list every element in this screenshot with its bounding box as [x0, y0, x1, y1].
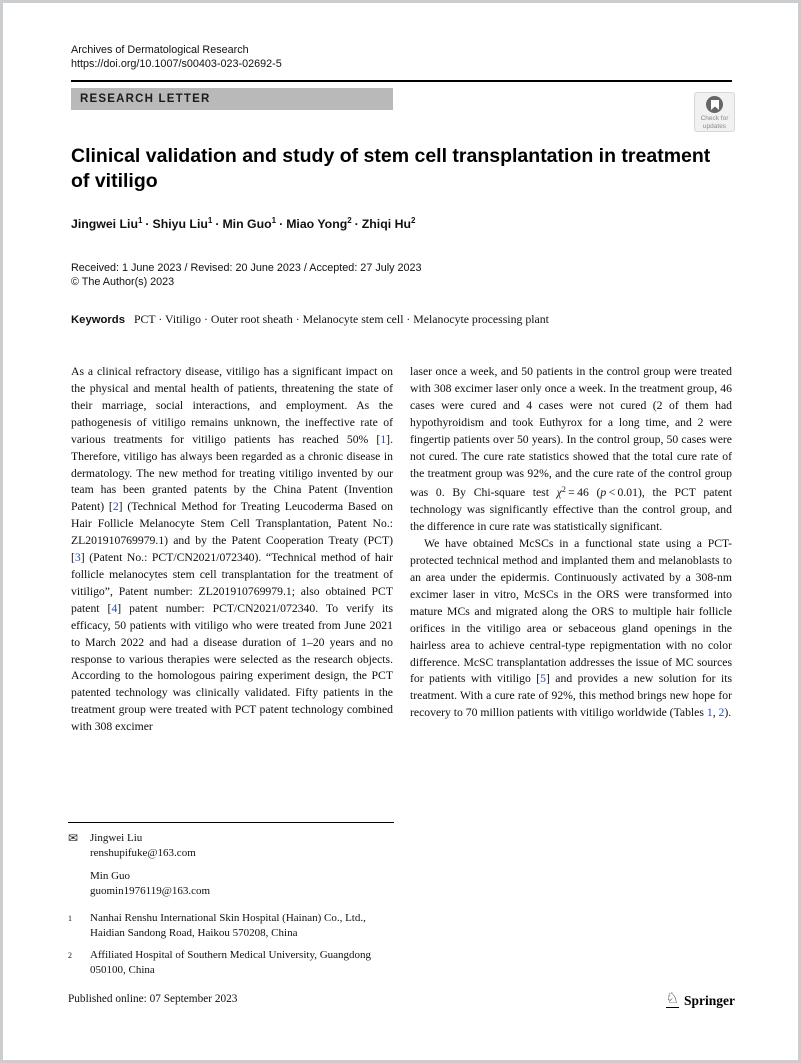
keywords-text: PCT · Vitiligo · Outer root sheath · Melanocyte stem cell · Melanocyte processing plant [134, 312, 549, 327]
springer-horse-icon: ♘ [665, 991, 679, 1007]
author-separator: · [215, 217, 220, 232]
author-name: Jingwei Liu [71, 217, 138, 232]
article-history: Received: 1 June 2023 / Revised: 20 June 2023 / Accepted: 27 July 2023 [71, 262, 422, 275]
author-superscript: 1 [137, 216, 143, 225]
header-rule [71, 80, 732, 82]
article-type-banner [71, 88, 393, 110]
affiliation-text: Affiliated Hospital of Southern Medical University, Guangdong 050100, China [90, 949, 372, 976]
affiliation-number: 2 [68, 951, 72, 960]
body-columns [71, 364, 732, 771]
keywords-label: Keywords [71, 314, 125, 327]
citation-link[interactable]: 1 [380, 432, 387, 446]
article-page [3, 3, 798, 1060]
correspondent-name: Min Guo [90, 870, 131, 882]
citation-link[interactable]: 2 [112, 500, 119, 514]
affiliation-text: Nanhai Renshu International Skin Hospital (Hainan) Co., Ltd., Haidian Sandong Road, Haikou 570208, China [90, 912, 366, 939]
author-name: Shiyu Liu [152, 217, 208, 232]
publisher-name: Springer [683, 993, 735, 1008]
publisher-logo [666, 993, 735, 1009]
right-column [410, 364, 732, 771]
article-type-label: RESEARCH LETTER [80, 93, 211, 105]
author-separator: · [354, 217, 359, 232]
author-separator: · [145, 217, 150, 232]
affiliation-entry [68, 911, 398, 940]
bookmark-icon [706, 96, 723, 113]
journal-name: Archives of Dermatological Research [71, 44, 249, 56]
author-separator: · [279, 217, 284, 232]
citation-link[interactable]: 3 [74, 551, 81, 565]
author-superscript: 1 [207, 216, 213, 225]
paragraph: laser once a week, and 50 patients in the control group were treated with 308 excimer laser only once a week. In the treatment group, 46 cases were cured and 4 cases were not cured (2 of them had hypothyroidism and took Euthyrox for a long time, and 2 were fingertip patients over 50 years). In the control group, 50 cases were not cured. The cure rate statistics showed that the total cure rate of the treatment group was 92%, and the cure rate of the control group was 0. By Chi-square test $\chi^2 = 46$ (p < 0.01), the PCT patent technology was significantly effective than the control group, and the difference in cure rate was statistically significant. [410, 365, 732, 534]
citation-link[interactable]: 4 [111, 601, 118, 615]
citation-link[interactable]: 1 [706, 706, 713, 720]
footnote-block [68, 822, 398, 985]
citation-link[interactable]: 5 [540, 672, 546, 686]
author-superscript: 1 [271, 216, 277, 225]
check-for-updates-label: Check for updates [700, 115, 729, 130]
authors-line [71, 216, 732, 231]
copyright-line: © The Author(s) 2023 [71, 276, 175, 289]
author-superscript: 2 [347, 216, 352, 225]
bottom-row [68, 993, 735, 1009]
doi-link[interactable]: https://doi.org/10.1007/s00403-023-02692-5 [71, 58, 282, 70]
envelope-icon: ✉ [68, 831, 79, 845]
published-online: Published online: 07 September 2023 [68, 993, 238, 1005]
paragraph: We have obtained McSCs in a functional state using a PCT-protected technical method and implanted them and melanoblasts to an area under the epidermis. Continuously activated by a 308-nm excimer laser in vitro, McSCs in the ORS were transformed into mature MCs and migrated along the ORS to multiple hair follicle orifices in the vitiligo area or sebaceous gland openings in the hairless area to achieve central-type repigmentation with no color difference. McSC transplantation addresses the issue of MC sources for patients with vitiligo [5] and provides a new solution for its treatment. With a cure rate of 92%, this method brings new hope for recovery to 70 million patients with vitiligo worldwide (Tables 1, 2). [410, 537, 732, 720]
correspondence-text [90, 869, 210, 898]
affiliations [68, 911, 398, 977]
correspondent-email[interactable]: renshupifuke@163.com [90, 846, 196, 859]
affiliation-entry [68, 948, 398, 977]
author-name: Zhiqi Hu [361, 217, 411, 232]
author-name: Miao Yong [286, 217, 348, 232]
correspondence-entry [68, 831, 398, 860]
author-superscript: 2 [410, 216, 416, 225]
correspondence-text [90, 831, 196, 860]
check-for-updates-badge[interactable] [694, 92, 735, 132]
left-column [71, 364, 393, 771]
correspondent-name: Jingwei Liu [90, 832, 143, 844]
correspondent-email[interactable]: guomin1976119@163.com [90, 884, 211, 897]
page-title: Clinical validation and study of stem cell transplantation in treatment of vitiligo [71, 145, 711, 192]
paragraph: As a clinical refractory disease, vitiligo has a significant impact on the physical and mental health of patients, threatening the state of their marriage, social interactions, and employment. As the pathogenesis of vitiligo remains unknown, the ineffective rate of various treatments for vitiligo patients has reached 50% [1]. Therefore, vitiligo has always been regarded as a chronic disease in dermatology. The new method for treating vitiligo invented by our team has been granted patents by the China Patent (Invention Patent) [2] (Technical Method for Treating Leucoderma Based on Hair Follicle Melanocyte Stem Cell Transplantation, Patent No.: ZL201910769979.1) and by the Patent Cooperation Treaty (PCT) [3] (Patent No.: PCT/CN2021/072340). “Technical method of hair follicle melanocytes stem cell transplantation for the treatment of vitiligo”, Patent number: ZL201910769979.1; also obtained PCT patent [4] patent number: PCT/CN2021/072340. To verify its efficacy, 50 patients with vitiligo who were treated from June 2021 to March 2022 and had a disease duration of 1–20 years and no response to various therapies were selected as the research objects. According to the homologous pairing experiment design, the PCT patented technology was clinically validated. Fifty patients in the treatment group were treated with PCT patent technology combined with 308 excimer [71, 365, 393, 734]
footnote-rule [68, 822, 394, 823]
citation-link[interactable]: 2 [718, 706, 725, 720]
affiliation-number: 1 [68, 914, 72, 923]
keywords-line [71, 312, 732, 327]
author-name: Min Guo [222, 217, 272, 232]
correspondence-entry [68, 869, 398, 898]
